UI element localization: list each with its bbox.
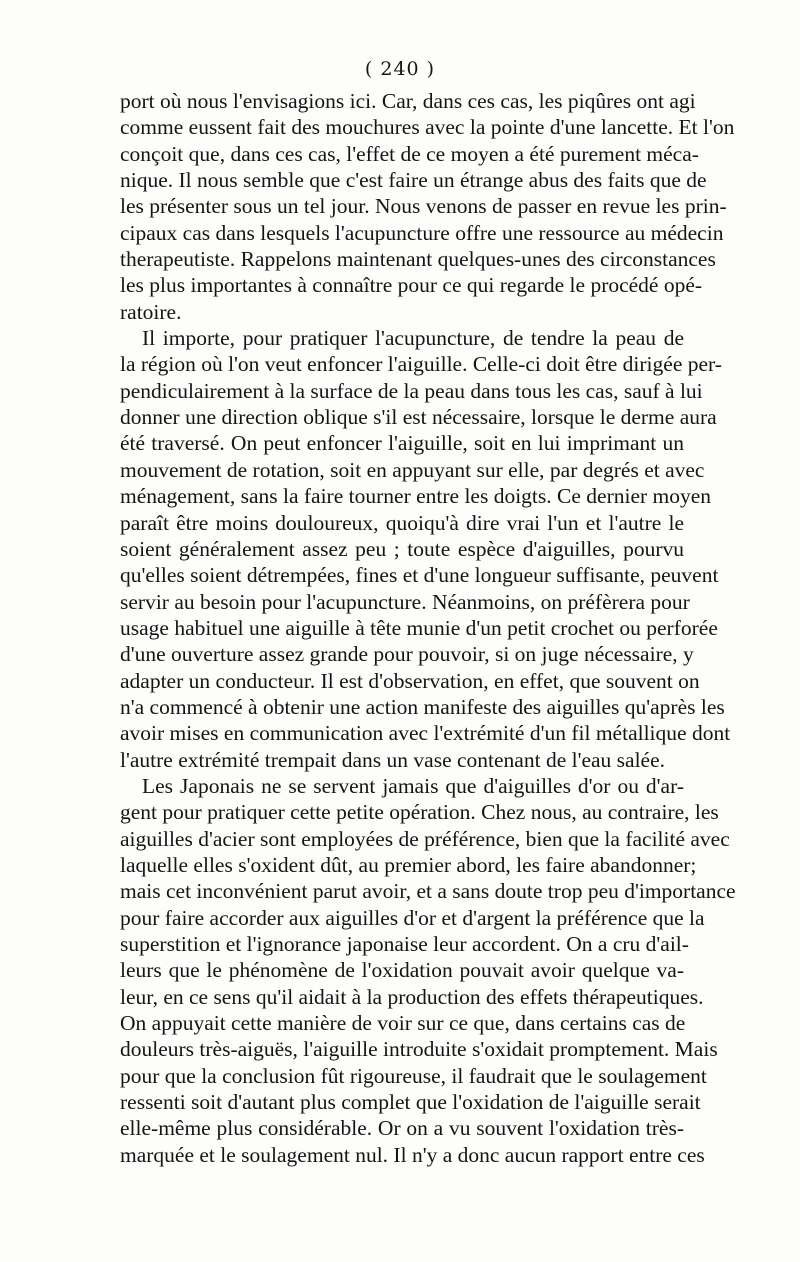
text-line: la région où l'on veut enfoncer l'aiguille. Celle-ci doit être dirigée per-	[120, 352, 722, 377]
text-line: Il importe, pour pratiquer l'acupuncture, de tendre la peau de	[142, 326, 684, 351]
text-line: elle-même plus considérable. Or on a vu souvent l'oxidation très-	[120, 1116, 684, 1141]
text-line: pour que la conclusion fût rigoureuse, il faudrait que le soulagement	[120, 1063, 707, 1088]
text-line: leur, en ce sens qu'il aidait à la production des effets thérapeutiques.	[120, 984, 704, 1009]
text-line: marquée et le soulagement nul. Il n'y a donc aucun rapport entre ces	[120, 1142, 705, 1167]
text-line: superstition et l'ignorance japonaise leur accordent. On a cru d'ail-	[120, 932, 689, 956]
text-line: aiguilles d'acier sont employées de préférence, bien que la facilité avec	[120, 826, 730, 851]
text-line: les présenter sous un tel jour. Nous venons de passer en revue les prin-	[120, 194, 727, 219]
text-line: cipaux cas dans lesquels l'acupuncture offre une ressource au médecin	[120, 220, 724, 245]
text-line: comme eussent fait des mouchures avec la pointe d'une lancette. Et l'on	[120, 115, 735, 140]
text-line: adapter un conducteur. Il est d'observation, en effet, que souvent on	[120, 668, 700, 693]
text-line: port où nous l'envisagions ici. Car, dans ces cas, les piqûres ont agi	[120, 89, 696, 113]
body-text	[120, 88, 736, 1168]
text-line: ressenti soit d'autant plus complet que l'oxidation de l'aiguille serait	[120, 1090, 701, 1115]
text-line: pour faire accorder aux aiguilles d'or et d'argent la préférence que la	[120, 905, 705, 930]
text-line: ratoire.	[120, 299, 182, 324]
text-line: douleurs très-aiguës, l'aiguille introduite s'oxidait promptement. Mais	[120, 1037, 718, 1062]
text-line: laquelle elles s'oxident dût, au premier abord, les faire abandonner;	[120, 852, 697, 877]
text-line: usage habituel une aiguille à tête munie d'un petit crochet ou perforée	[120, 615, 718, 640]
text-line: donner une direction oblique s'il est nécessaire, lorsque le derme aura	[120, 405, 717, 430]
text-line: l'autre extrémité trempait dans un vase contenant de l'eau salée.	[120, 747, 666, 772]
text-line: conçoit que, dans ces cas, l'effet de ce moyen a été purement méca-	[120, 141, 699, 166]
text-line: pendiculairement à la surface de la peau dans tous les cas, sauf à lui	[120, 378, 703, 403]
page-number: ( 240 )	[364, 58, 436, 80]
text-line: therapeutiste. Rappelons maintenant quelques-unes des circonstances	[120, 247, 716, 272]
text-line: mais cet inconvénient parut avoir, et a sans doute trop peu d'importance	[120, 879, 736, 904]
text-line: On appuyait cette manière de voir sur ce que, dans certains cas de	[120, 1011, 686, 1036]
text-line: soient généralement assez peu ; toute espèce d'aiguilles, pourvu	[120, 536, 684, 561]
text-line: d'une ouverture assez grande pour pouvoir, si on juge nécessaire, y	[120, 642, 694, 667]
text-line: les plus importantes à connaître pour ce qui regarde le procédé opé-	[120, 273, 703, 298]
text-line: ménagement, sans la faire tourner entre les doigts. Ce dernier moyen	[120, 484, 712, 509]
text-line: Les Japonais ne se servent jamais que d'aiguilles d'or ou d'ar-	[142, 773, 684, 798]
text-line: n'a commencé à obtenir une action manifeste des aiguilles qu'après les	[120, 694, 725, 719]
text-line: servir au besoin pour l'acupuncture. Néanmoins, on préfèrera pour	[120, 589, 690, 614]
text-line: été traversé. On peut enfoncer l'aiguille, soit en lui imprimant un	[120, 431, 684, 456]
text-line: paraît être moins douloureux, quoiqu'à dire vrai l'un et l'autre le	[120, 510, 684, 535]
text-line: qu'elles soient détrempées, fines et d'une longueur suffisante, peuvent	[120, 563, 719, 588]
text-line: leurs que le phénomène de l'oxidation pouvait avoir quelque va-	[120, 958, 684, 983]
text-line: gent pour pratiquer cette petite opération. Chez nous, au contraire, les	[120, 800, 719, 825]
text-line: avoir mises en communication avec l'extrémité d'un fil métallique dont	[120, 721, 731, 746]
text-line: mouvement de rotation, soit en appuyant sur elle, par degrés et avec	[120, 457, 705, 482]
text-line: nique. Il nous semble que c'est faire un étrange abus des faits que de	[120, 168, 707, 193]
